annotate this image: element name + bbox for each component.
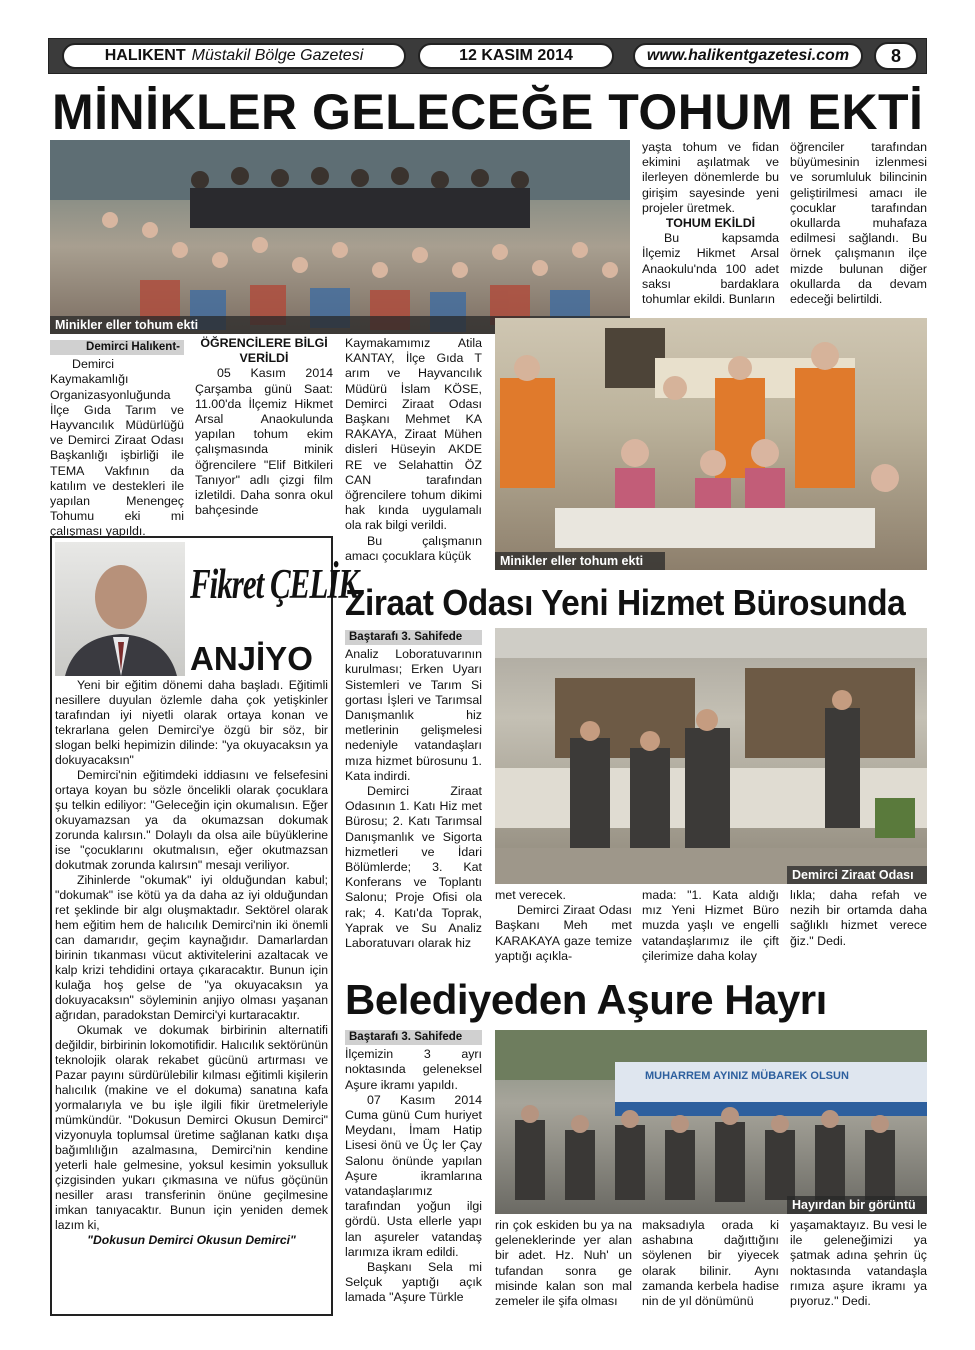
date-box	[418, 43, 614, 69]
article2-col-a	[345, 630, 482, 964]
column-paragraph-2: Demirci'nin eğitimdeki iddiasını ve felsefesini ortaya koyan bu sözle öncelikli olarak çocuklara şu telkin ediliyor: "Geleceğin için okumalısın. Eğer okuyamazsan ya da okumazsan dokumak zorunda kalırsın." Dolaylı da olsa aile büyüklerine ise "çocuklarını okutmalısın, eğer okutmazsan dokutmak zorunda kalırsın" mesajı veriliyor.	[55, 768, 328, 872]
column-paragraph-4: Okumak ve dokumak birbirinin alternatifi değildir, birbirinin lokomotifidir. Halıcılık sektörünün teknolojik olarak rekabet gücünü artırması ve Pazar payını sürdürülebilir kılması eğitimli kişilerin halıcılık (makine ve el dokuma) sanatına kafa yormalarıyla ve bu işle ilgili fikir üretmeleriyle mümkündür. "Dokusun Demirci Okusun Demirci" vizyonuyla toplumsal üretime sağlanan katkı dışa bağımlılığın azalmasına, Demirci'nin kendine yeterli hale gelmesine, yoksul kesimin yoksulluk çizgisinden yukarı çıkmasına ve nüfus göçünün nesiller arası transferinin önüne geçilmesine imkan tanıyacaktır. Bunun için yeniden demek lazım ki,	[55, 1023, 328, 1232]
article1-col4-heading: TOHUM EKİLDİ	[665, 216, 756, 231]
article3-col-d-text: yaşamaktayız. Bu vesi le ile geleneğimizi ya şatmak adına şehrin üç noktasında vatandaşla rımıza aşure ikramı ya pıyoruz." Dedi.	[790, 1218, 927, 1309]
article1-col2	[195, 336, 333, 530]
article1-col4-text2: Bu kapsamda İlçemiz Hikmet Arsal Anaokulu'nda 100 adet saksı bardaklara tohumlar ekildi. Bunların	[642, 231, 779, 307]
article2-photo-caption: Demirci Ziraat Odası	[787, 866, 927, 884]
article3-col-d	[790, 1218, 927, 1318]
article2-tag: Baştarafı 3. Sahifede	[345, 630, 482, 645]
office-image	[495, 628, 927, 884]
article3-col-a	[345, 1030, 482, 1320]
article1-col3-text2: Bu çalışmanın amacı çocuklara küçük	[345, 533, 482, 563]
article1-group-photo	[50, 140, 630, 334]
article2-col-d	[790, 888, 927, 968]
crowd-image	[50, 140, 630, 334]
article2-col-a-text1: Analiz Loboratuvarının kurulması; Erken Uyarı Sistemleri ve Tarım Si gortası İşleri ve Tarımsal Danışmanlık hiz metlerinin gelişmelesi nedeniyle vatandaşları mıza hizmet bürosunu 1. Kata indirdi.	[345, 647, 482, 783]
article1-col5-text: öğrenciler tarafından büyümesinin izlenmesi ve sorumluluk bilincinin geliştirilmesi amacı ile çocuklar tarafından okullarda muhafaza edilmesi sağlandı. Bu örnek çalışmanın ilçe mizde bulunan diğer okullarda da devam edeceği belirtildi.	[790, 140, 927, 307]
website-box	[633, 43, 863, 69]
article3-col-a-text2: 07 Kasım 2014 Cuma günü Cum huriyet Meydanı, İmam Hatip Lisesi önü ve Üç ler Çay Salonu önünde yapılan Aşure ikramlarına vatandaşlarımız tarafından yoğun ilgi gördü. Usta ellerle yapı lan aşureler vatandaş larımıza ikram edildi.	[345, 1092, 482, 1259]
article2-col-a-text2: Demirci Ziraat Odasının 1. Katı Hiz met Bürosu; 2. Katı Tarımsal Danışmanlık ve Sigorta hizmetleri ve İdari Bölümlerde; 3. Kat Konferans ve Toplantı Salonu; Proje Ofisi ola rak; 4. Katı'da Toprak, Yaprak ve Su Analiz Laboratuvarı olarak hiz	[345, 784, 482, 951]
article3-col-b-text: rin çok eskiden bu ya na geleneklerinde yer alan bir adet. Hz. Nuh' un tufandan sonra ge misinde kalan son mal zemeler ile şifa olması	[495, 1218, 632, 1309]
article1-col4	[642, 140, 779, 334]
author-portrait	[55, 542, 185, 676]
article1-col1-tag: Demirci Halıkent-	[50, 340, 184, 355]
article2-col-c	[642, 888, 779, 968]
article3-headline: Belediyeden Aşure Hayrı	[345, 976, 827, 1023]
page-number: 8	[890, 45, 901, 66]
article1-col3	[345, 336, 482, 562]
article1-photo1-caption: Minikler eller tohum ekti	[50, 316, 630, 334]
article3-col-a-text1: İlçemizin 3 ayrı noktasında geleneksel Aşure ikramı yapıldı.	[345, 1047, 482, 1092]
article1-photo2-caption: Minikler eller tohum ekti	[495, 552, 665, 570]
article1-headline: MİNİKLER GELECEĞE TOHUM EKTİ	[52, 84, 924, 140]
column-paragraph-1: Yeni bir eğitim dönemi daha başladı. Eğitimli nesillere duyulan özlemle daha çok yetişkinler tarafından iyi niyetli olarak ortaya konan ve tekrarlana gelen Demirci'ye özgü bir söz, bir slogan belki hepimizin dilinde: "ya okuyacaksın ya dokuyacaksın"	[55, 678, 328, 767]
article3-col-c-text: maksadıyla orada ki ashabına dağıttığını söylenen bir yiyecek olarak bilinir. Aynı zamanda kerbela hadise nin de yıl dönümünü	[642, 1218, 779, 1309]
article1-col4-text1: yaşta tohum ve fidan ekimini aşılatmak ve ilerleyen dönemlerde bu girişim sayesinde yeni projeler üretmek.	[642, 140, 779, 215]
article3-ashure-photo	[495, 1030, 927, 1214]
paper-subtitle: Müstakil Bölge Gazetesi	[191, 47, 364, 64]
ashure-image	[495, 1030, 927, 1214]
article2-col-b-text1: met verecek.	[495, 888, 566, 902]
article1-col5	[790, 140, 927, 334]
article1-col1	[50, 340, 184, 539]
author-photo	[55, 542, 185, 676]
page-number-box	[874, 42, 918, 70]
website-link[interactable]: www.halikentgazetesi.com	[646, 47, 850, 64]
article2-office-photo	[495, 628, 927, 884]
article3-col-c	[642, 1218, 779, 1318]
column-title: ANJİYO	[190, 640, 313, 677]
article2-col-c-text: mada: "1. Kata aldığı mız Yeni Hizmet Büro muzda yaşlı ve engelli vatandaşlarımız ile çift çilerimize daha kolay	[642, 888, 779, 963]
issue-date: 12 KASIM 2014	[459, 47, 573, 64]
article2-col-b	[495, 888, 632, 968]
article3-col-b	[495, 1218, 632, 1318]
column-body	[55, 678, 328, 1300]
article3-photo-caption: Hayırdan bir görüntü	[787, 1196, 927, 1214]
article1-col2-heading: ÖĞRENCİLERE BİLGİ VERİLDİ	[200, 336, 328, 366]
article3-tag: Baştarafı 3. Sahifede	[345, 1030, 482, 1045]
article2-headline: Ziraat Odası Yeni Hizmet Bürosunda	[345, 582, 906, 623]
article3-col-a-text3: Başkanı Sela mi Selçuk yaptığı açık lamada "Aşure Türkle	[345, 1260, 482, 1305]
column-author: Fikret ÇELİK	[190, 560, 359, 608]
article1-col3-text1: Kaymakamımız Atila KANTAY, İlçe Gıda T arım ve Hayvancılık Müdürü İslam KÖSE, Demirci Ziraat Odası Başkanı Mehmet KA RAKAYA, Ziraat Mühen disleri Hüseyin AKDE RE ve Selahattin ÖZ CAN tarafından öğrencilere tohum dikimi hak kında uygulamalı ola rak bilgi verildi.	[345, 336, 482, 533]
article2-col-d-text: lıkla; daha refah ve nezih bir ortamda daha sağlıklı hizmet verece ğiz." Dedi.	[790, 888, 927, 948]
article3-banner-text: MUHARREM AYINIZ MÜBAREK OLSUN	[645, 1070, 849, 1082]
article1-col1-text: Demirci Kaymakamlığı Organizasyonluğunda İlçe Gıda Tarım ve Hayvancılık Müdürlüğü ve Demirci Ziraat Odası Başkanlığı işbirliği ile TEMA Vakfının da katılım ve destekleri ile yapılan Menengeç Tohumu eki mi çalışması yapıldı.	[50, 357, 184, 539]
article1-col2-text: 05 Kasım 2014 Çarşamba günü Saat: 11.00'da İlçemiz Hikmet Arsal Anaokulunda yapılan tohum ekim çalışmasında minik öğrencilere "Elif Bitkileri Tanıyor" adlı çizgi film izletildi. Daha sonra okul bahçesinde	[195, 366, 333, 518]
article1-children-photo	[495, 318, 927, 570]
paper-name: HALIKENT	[104, 47, 186, 64]
children-image	[495, 318, 927, 570]
column-closing: "Dokusun Demirci Okusun Demirci"	[87, 1233, 296, 1247]
column-paragraph-3: Zihinlerde "okumak" iyi olduğundan kabul; "dokumak" ise kötü ya da daha az iyi olduğundan ret şeklinde bir algı oluşmaktadır. Sektörel olarak hem eğitim hem de halıcılık Demirci'nin iki önemli can damarıdır, geçim kaynağıdır. Damarlardan birinin tıkanması vücut aktivitelerini azaltacak ve kalp krizi tehdidini ortaya çıkaracaktır. Bunun için kulağa hoş gelse de "ya okuyacaksın ya dokuyacaksın" söyleminin anjiyo olması yaşanan ağrıdan, paradokstan Demirci'yi kurtaracaktır.	[55, 873, 328, 1022]
article2-col-b-text2: Demirci Ziraat Odası Başkanı Meh met KARAKAYA gaze temize yaptığı açıkla-	[495, 903, 632, 963]
paper-name-box	[62, 43, 406, 69]
